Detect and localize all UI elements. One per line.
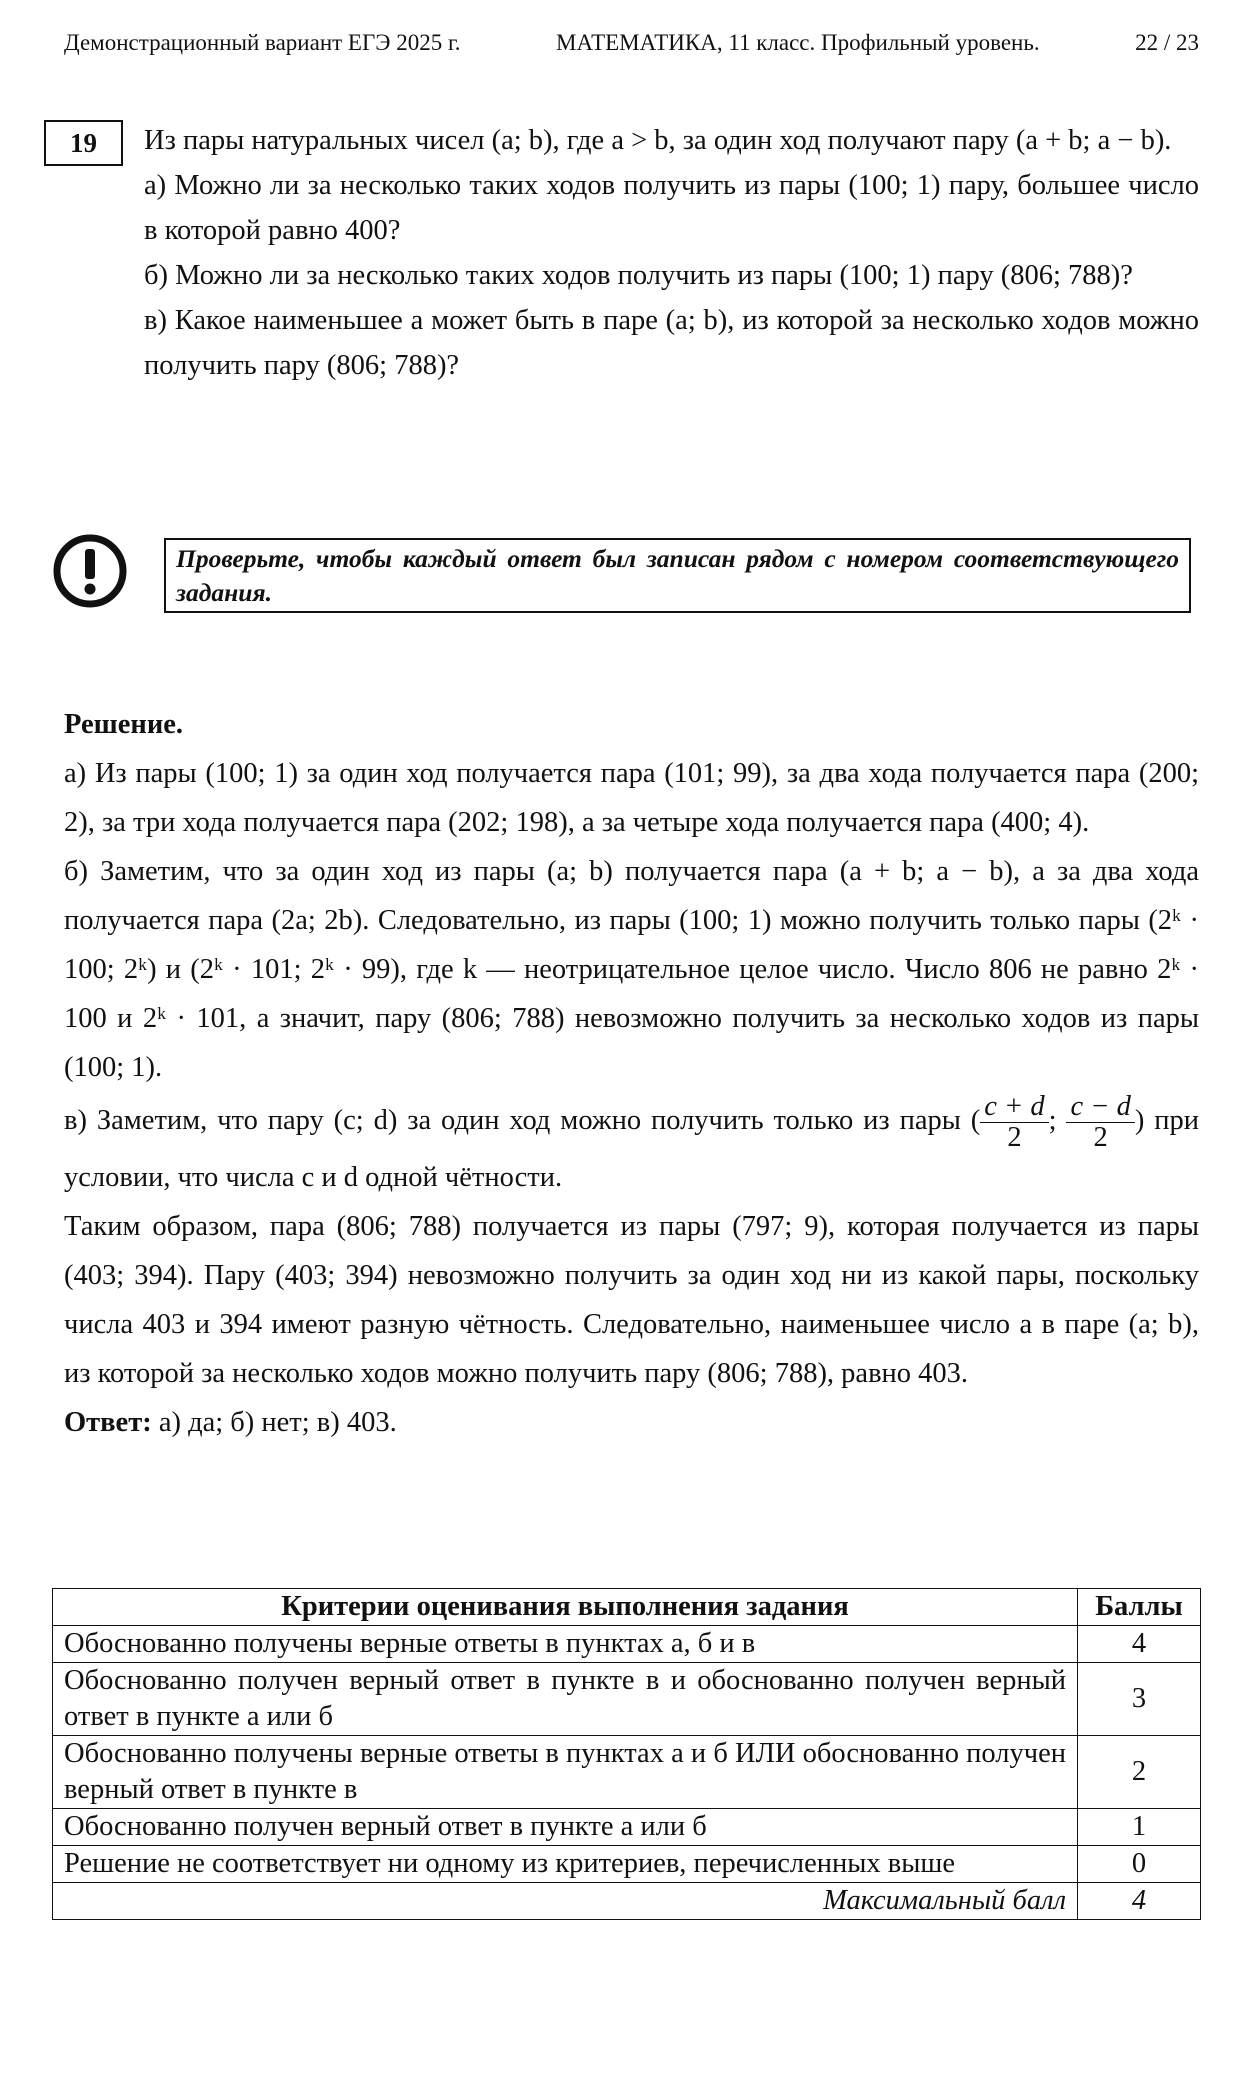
task-number: 19: [70, 127, 97, 158]
criteria-row: [53, 1663, 1201, 1736]
solution-part-c-start: в) Заметим, что пару (c; d) за один ход можно получить только из пары: [64, 1105, 961, 1137]
criteria-points: 3: [1078, 1663, 1201, 1736]
fraction-sum: [980, 1092, 1048, 1153]
exclamation-circle-icon: [52, 533, 128, 609]
criteria-header-row: [53, 1589, 1201, 1626]
solution-part-c-condition: при условии, что числа c и d одной чётности.: [64, 1105, 1200, 1193]
criteria-row: [53, 1626, 1201, 1663]
criteria-max-row: [53, 1883, 1201, 1920]
criteria-points: 2: [1078, 1736, 1201, 1809]
answer-text: а) да; б) нет; в) 403.: [158, 1407, 397, 1438]
task-number-box: [44, 120, 123, 166]
task-statement: [144, 118, 1199, 388]
criteria-description: Обоснованно получен верный ответ в пункте в и обоснованно получен верный ответ в пункте а или б: [53, 1663, 1078, 1736]
criteria-points: 4: [1078, 1626, 1201, 1663]
fraction-pair: ( $\frac{c + d}{2}$ ; $\frac{c - d}{2}$ ): [970, 1091, 1145, 1153]
criteria-max-label: Максимальный балл: [53, 1883, 1078, 1920]
criteria-points: 0: [1078, 1846, 1201, 1883]
solution-section: [64, 700, 1199, 1447]
solution-conclusion: Таким образом, пара (806; 788) получается из пары (797; 9), которая получается из пары (403; 394). Пару (403; 394) невозможно получить за один ход ни из какой пары, поскольку числа 403 и 394 имеют разную чётность. Следовательно, наименьшее число a в паре (a; b), из которой за несколько ходов можно получить пару (806; 788), равно 403.: [64, 1211, 1199, 1389]
header-page-number: 22 / 23: [1135, 30, 1199, 55]
criteria-description: Обоснованно получены верные ответы в пунктах а, б и в: [53, 1626, 1078, 1663]
header-subject: МАТЕМАТИКА, 11 класс. Профильный уровень.: [556, 30, 1040, 55]
criteria-header-points: Баллы: [1078, 1589, 1201, 1626]
answer-label: Ответ:: [64, 1407, 152, 1438]
fraction-sum-denominator: 2: [1007, 1122, 1022, 1153]
criteria-description: Решение не соответствует ни одному из критериев, перечисленных выше: [53, 1846, 1078, 1883]
solution-answer: [64, 1398, 1199, 1447]
criteria-row: [53, 1736, 1201, 1809]
solution-part-b: б) Заметим, что за один ход из пары (a; b) получается пара (a + b; a − b), а за два хода получается пара (2a; 2b). Следовательно, из пары (100; 1) можно получить только пары (2ᵏ · 100; 2ᵏ) и (2ᵏ · 101; 2ᵏ · 99), где k — неотрицательное целое число. Число 806 не равно 2ᵏ · 100 и 2ᵏ · 101, а значит, пару (806; 788) невозможно получить за несколько ходов из пары (100; 1).: [64, 856, 1199, 1083]
page-header: [64, 30, 1199, 56]
solution-title: Решение.: [64, 709, 184, 740]
task-intro: Из пары натуральных чисел (a; b), где a > b, за один ход получают пару (a + b; a − b).: [144, 125, 1172, 156]
task-part-a: а) Можно ли за несколько таких ходов получить из пары (100; 1) пару, большее число в которой равно 400?: [144, 170, 1199, 246]
criteria-description: Обоснованно получен верный ответ в пункте а или б: [53, 1809, 1078, 1846]
fraction-diff-numerator: c − d: [1066, 1092, 1134, 1123]
solution-part-c: [64, 1092, 1199, 1202]
fraction-diff-denominator: 2: [1093, 1122, 1108, 1153]
warning-text: Проверьте, чтобы каждый ответ был записан рядом с номером соответствующего задания.: [176, 544, 1179, 607]
task-part-b: б) Можно ли за несколько таких ходов получить из пары (100; 1) пару (806; 788)?: [144, 260, 1133, 291]
fraction-diff: [1066, 1092, 1134, 1153]
criteria-row: [53, 1846, 1201, 1883]
criteria-table: [52, 1588, 1201, 1920]
solution-part-a: а) Из пары (100; 1) за один ход получается пара (101; 99), за два хода получается пара (200; 2), за три хода получается пара (202; 198), а за четыре хода получается пара (400; 4).: [64, 758, 1199, 838]
task-part-c: в) Какое наименьшее a может быть в паре (a; b), из которой за несколько ходов можно получить пару (806; 788)?: [144, 305, 1199, 381]
fraction-sum-numerator: c + d: [980, 1092, 1048, 1123]
criteria-row: [53, 1809, 1201, 1846]
criteria-description: Обоснованно получены верные ответы в пунктах а и б ИЛИ обоснованно получен верный ответ в пункте в: [53, 1736, 1078, 1809]
criteria-max-points: 4: [1078, 1883, 1201, 1920]
criteria-points: 1: [1078, 1809, 1201, 1846]
warning-box: [164, 538, 1191, 613]
header-exam-title: Демонстрационный вариант ЕГЭ 2025 г.: [64, 30, 461, 55]
criteria-header-description: Критерии оценивания выполнения задания: [53, 1589, 1078, 1626]
